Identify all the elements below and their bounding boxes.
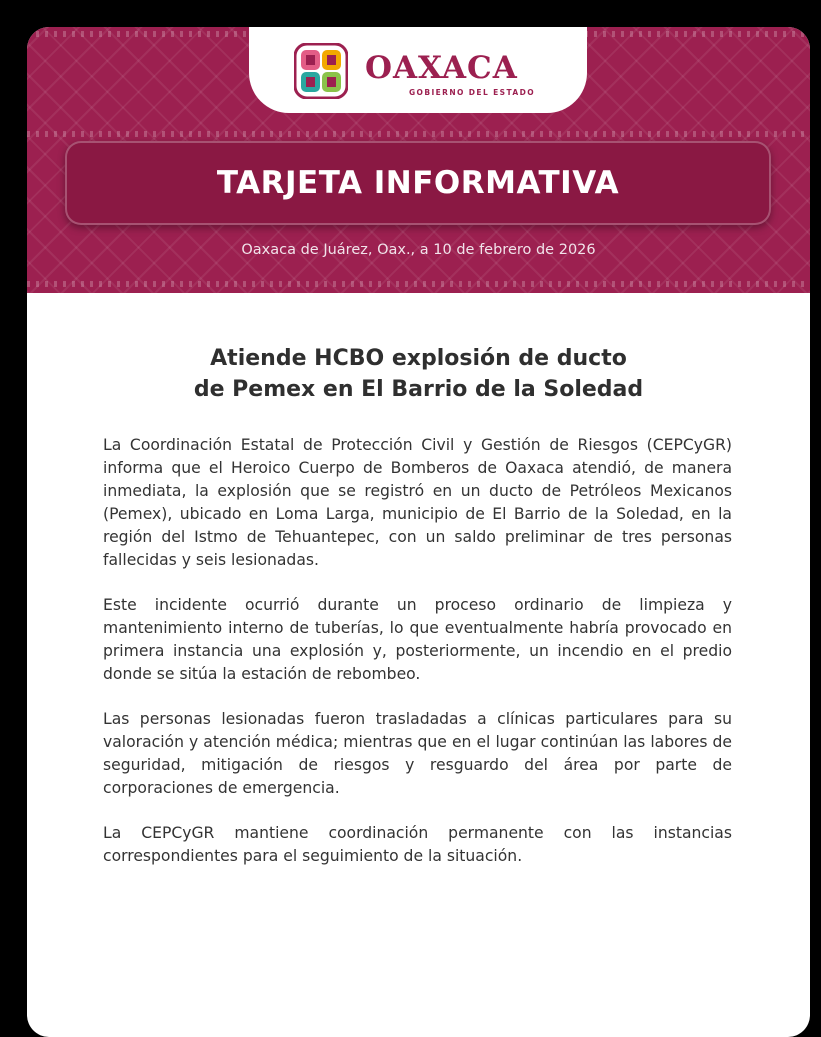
title-box <box>65 141 771 225</box>
pattern-band-mid <box>27 131 810 137</box>
logo-tab <box>249 27 587 113</box>
article-headline <box>87 343 750 405</box>
info-card <box>27 27 810 1037</box>
body-paragraph: Las personas lesionadas fueron trasladadas a clínicas particulares para su valoración y atención médica; mientras que en el lugar continúan las labores de seguridad, mitigación de riesgos y resguardo del área por parte de corporaciones de emergencia. <box>103 710 732 797</box>
dateline: Oaxaca de Juárez, Oax., a 10 de febrero de 2026 <box>241 242 596 258</box>
oaxaca-emblem-icon <box>294 43 348 99</box>
headline-line-1: Atiende HCBO explosión de ducto <box>210 346 627 371</box>
header-banner <box>27 27 810 293</box>
body-paragraph: Este incidente ocurrió durante un proceso ordinario de limpieza y mantenimiento interno de tuberías, lo que eventualmente habría provocado en primera instancia una explosión y, posteriormente, un incendio en el predio donde se sitúa la estación de rebombeo. <box>103 596 732 683</box>
logo-wordmark: OAXACA <box>365 50 518 86</box>
page-title: TARJETA INFORMATIVA <box>216 165 620 201</box>
headline-line-2: de Pemex en El Barrio de la Soledad <box>193 377 644 402</box>
pattern-band-bottom <box>27 281 810 287</box>
article-body <box>103 434 732 890</box>
body-paragraph: La CEPCyGR mantiene coordinación permanente con las instancias correspondientes para el seguimiento de la situación. <box>103 824 732 865</box>
logo-subtext: GOBIERNO DEL ESTADO <box>409 88 536 97</box>
body-paragraph: La Coordinación Estatal de Protección Civil y Gestión de Riesgos (CEPCyGR) informa que el Heroico Cuerpo de Bomberos de Oaxaca atendió, de manera inmediata, la explosión que se registró en un ducto de Petróleos Mexicanos (Pemex), ubicado en Loma Larga, municipio de El Barrio de la Soledad, en la región del Istmo de Tehuantepec, con un saldo preliminar de tres personas fallecidas y seis lesionadas. <box>103 436 732 569</box>
